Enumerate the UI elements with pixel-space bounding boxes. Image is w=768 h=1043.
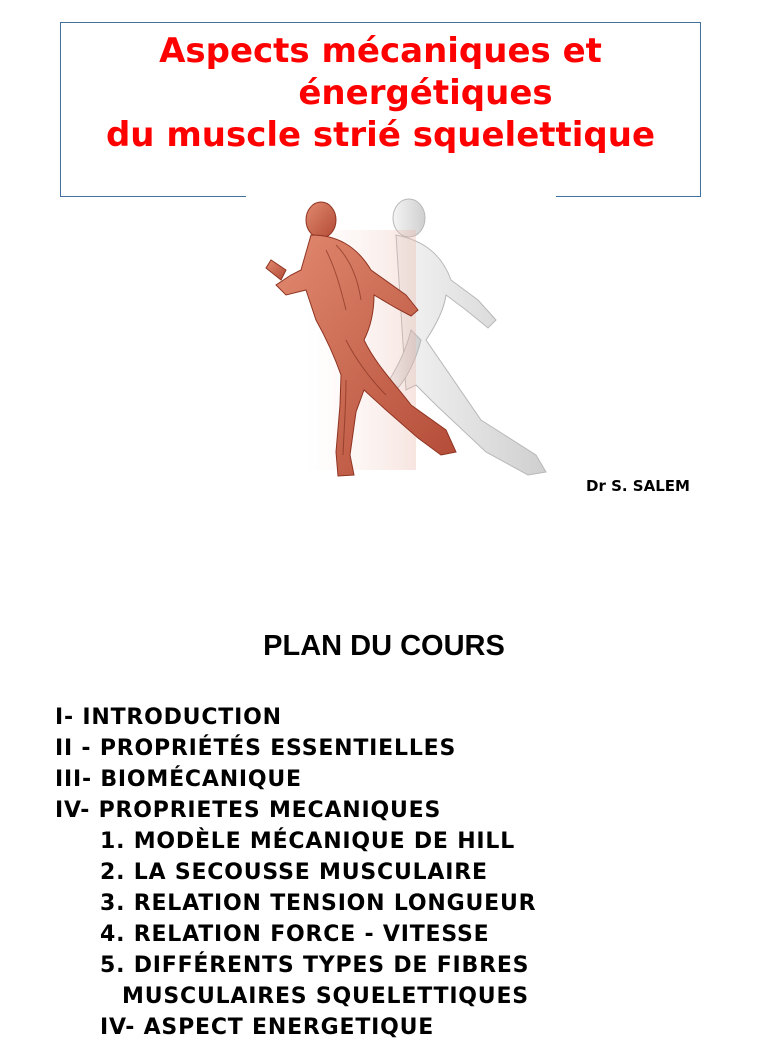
title-line-3: du muscle strié squelettique bbox=[105, 115, 656, 155]
plan-list bbox=[55, 702, 536, 1043]
plan-item: IV- PROPRIETES MECANIQUES bbox=[55, 798, 442, 823]
title-box-divider-right bbox=[556, 196, 701, 197]
slide-title bbox=[60, 30, 701, 156]
plan-subitem: 5. DIFFÉRENTS TYPES DE FIBRES bbox=[100, 953, 530, 978]
title-line-2: énergétiques bbox=[298, 73, 553, 113]
title-line-1: Aspects mécaniques et bbox=[159, 31, 602, 71]
plan-subitem: 4. RELATION FORCE - VITESSE bbox=[100, 922, 490, 947]
plan-item: IV- ASPECT ENERGETIQUE bbox=[100, 1015, 435, 1040]
plan-item: I- INTRODUCTION bbox=[55, 705, 282, 730]
running-muscle-illustration-icon bbox=[246, 190, 556, 505]
plan-subitem-continuation: MUSCULAIRES SQUELETTIQUES bbox=[122, 984, 529, 1009]
plan-item: II - PROPRIÉTÉS ESSENTIELLES bbox=[55, 736, 457, 761]
title-box-divider-left bbox=[60, 196, 246, 197]
plan-subitem: 3. RELATION TENSION LONGUEUR bbox=[100, 891, 537, 916]
author-name: Dr S. SALEM bbox=[586, 477, 690, 495]
plan-heading: PLAN DU COURS bbox=[263, 630, 505, 662]
running-muscle-figure bbox=[246, 190, 556, 505]
plan-item: III- BIOMÉCANIQUE bbox=[55, 767, 302, 792]
plan-subitem: 2. LA SECOUSSE MUSCULAIRE bbox=[100, 860, 488, 885]
plan-subitem: 1. MODÈLE MÉCANIQUE DE HILL bbox=[100, 829, 516, 854]
